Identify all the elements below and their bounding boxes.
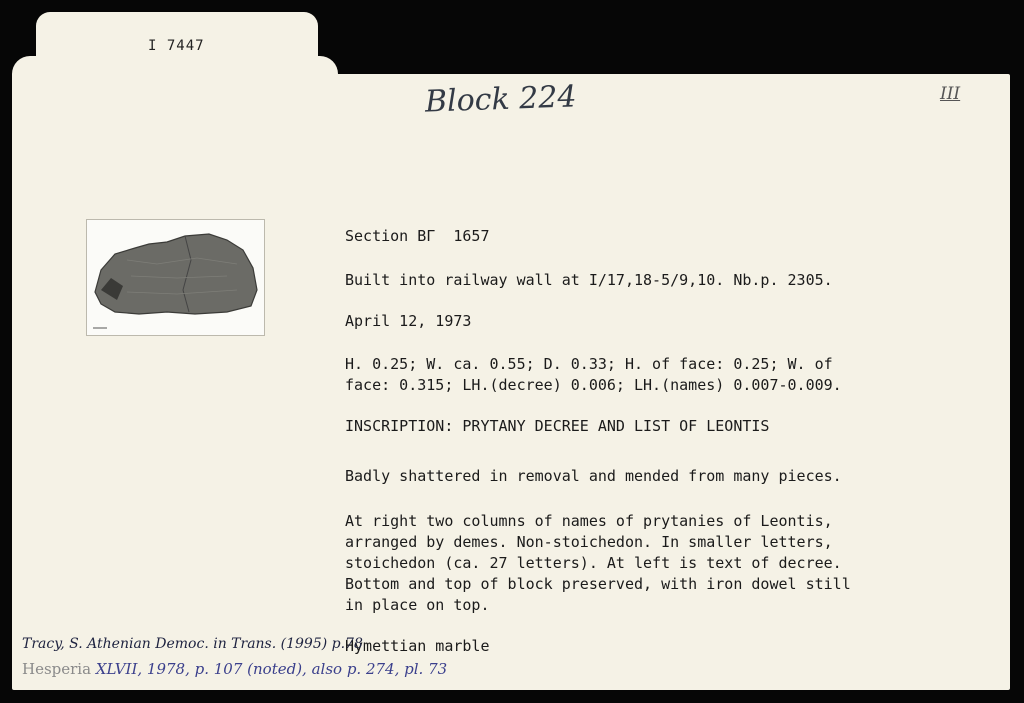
volume-marker: III bbox=[940, 84, 961, 104]
dimensions-text: H. 0.25; W. ca. 0.55; D. 0.33; H. of face: 0.25; W. of face: 0.315; LH.(decree) 0.006; LH.(names) 0.007-0.009. bbox=[345, 355, 842, 394]
date-line: April 12, 1973 bbox=[345, 312, 472, 330]
block-number-handwritten: Block 224 bbox=[424, 79, 578, 120]
condition-text: Badly shattered in removal and mended from many pieces. bbox=[345, 467, 842, 485]
inscribed-block-image bbox=[87, 220, 264, 335]
inscription-heading: INSCRIPTION: PRYTANY DECREE AND LIST OF LEONTIS bbox=[345, 417, 770, 435]
location-line: Built into railway wall at I/17,18-5/9,10. Nb.p. 2305. bbox=[345, 271, 833, 289]
material-line: Hymettian marble bbox=[345, 637, 490, 655]
bibliography-hesperia bbox=[22, 660, 447, 678]
hesperia-label: Hesperia bbox=[22, 660, 92, 678]
accession-number: I 7447 bbox=[148, 38, 205, 54]
description-text: At right two columns of names of prytanies of Leontis, arranged by demes. Non-stoichedon. In smaller letters, stoichedon (ca. 27 letters). At left is text of decree. Bottom and top of block preserved, with iron dowel still in place on top. bbox=[345, 512, 851, 614]
hesperia-detail: XLVII, 1978, p. 107 (noted), also p. 274, pl. 73 bbox=[95, 660, 448, 678]
bibliography-tracy: Tracy, S. Athenian Democ. in Trans. (1995) p.78 bbox=[22, 636, 363, 652]
stone-photo bbox=[86, 219, 265, 336]
section-line: Section BΓ 1657 bbox=[345, 227, 490, 245]
